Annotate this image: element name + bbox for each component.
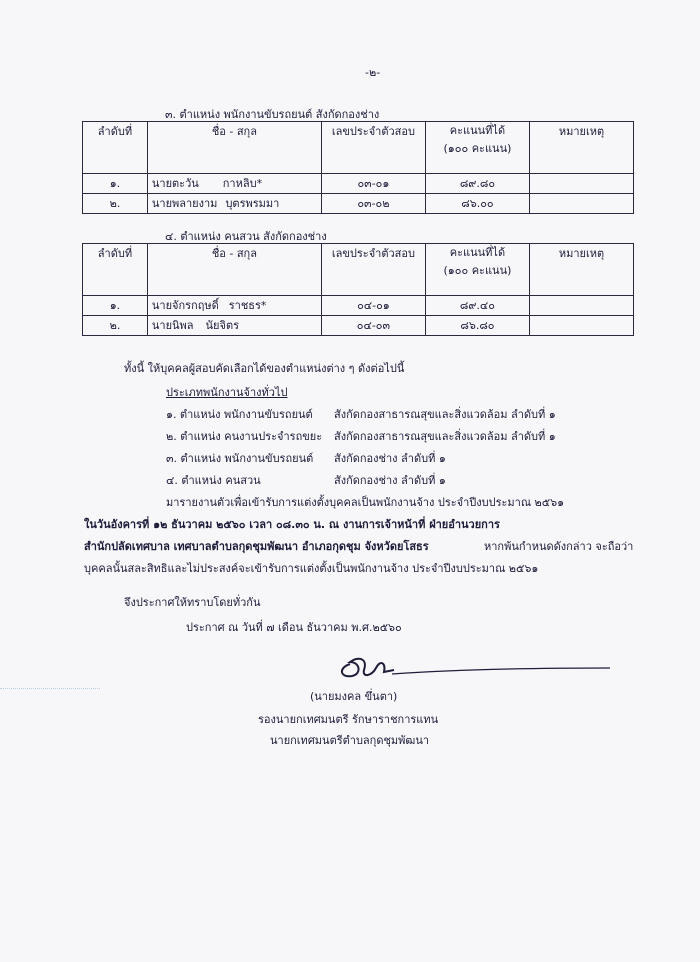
header-remark: หมายเหตุ: [529, 244, 633, 296]
row-exam-id: ๐๔-๐๓: [321, 316, 425, 336]
position-item-4: ๔. ตำแหน่ง คนสวน: [166, 474, 261, 487]
row-remark: [529, 174, 633, 194]
table-row: [83, 296, 634, 316]
section4-table: [82, 243, 634, 336]
row-first-name: นายพลายงาม: [151, 197, 218, 210]
row-exam-id: ๐๓-๐๑: [321, 174, 425, 194]
row-name: [147, 174, 321, 194]
row-last-name: บุตรพรมมา: [225, 197, 280, 210]
table-row: [83, 194, 634, 214]
report-line-2: ในวันอังคารที่ ๑๒ ธันวาคม ๒๕๖๐ เวลา ๐๘.๓๐ น. ณ งานการเจ้าหน้าที่ ฝ่ายอำนวยการ: [84, 518, 500, 531]
report-line-3-tail: หากพ้นกำหนดดังกล่าว จะถือว่า: [484, 540, 634, 553]
position-dept-1: สังกัดกองสาธารณสุขและสิ่งแวดล้อม ลำดับที่ ๑: [334, 408, 556, 421]
report-line-1: มารายงานตัวเพื่อเข้ารับการแต่งตั้งบุคคลเป็นพนักงานจ้าง ประจำปีงบประมาณ ๒๕๖๑: [166, 496, 565, 509]
row-remark: [529, 316, 633, 336]
header-score-max: (๑๐๐ คะแนน): [443, 142, 512, 155]
signer-title-1: รองนายกเทศมนตรี รักษาราชการแทน: [258, 713, 439, 726]
header-score: [425, 122, 529, 174]
header-score-label: คะแนนที่ได้: [449, 124, 506, 137]
row-first-name: นายตะวัน: [151, 177, 199, 190]
row-score: ๘๙.๔๐: [425, 296, 529, 316]
table-row: [83, 316, 634, 336]
row-last-name: กาหลิบ*: [222, 177, 263, 190]
row-name: [147, 194, 321, 214]
table-header-row: [83, 244, 634, 296]
employee-category: ประเภทพนักงานจ้างทั่วไป: [166, 386, 288, 399]
row-exam-id: ๐๔-๐๑: [321, 296, 425, 316]
header-name: ชื่อ - สกุล: [147, 244, 321, 296]
intro-text: ทั้งนี้ ให้บุคคลผู้สอบคัดเลือกได้ของตำแหน่งต่าง ๆ ดังต่อไปนี้: [124, 362, 405, 375]
section3-heading: ๓. ตำแหน่ง พนักงานขับรถยนต์ สังกัดกองช่าง: [165, 108, 380, 121]
row-order: ๑.: [83, 296, 148, 316]
page-number: -๒-: [365, 66, 381, 79]
row-name: [147, 296, 321, 316]
row-first-name: นายนิพล: [151, 319, 194, 332]
row-score: ๘๖.๘๐: [425, 316, 529, 336]
row-order: ๑.: [83, 174, 148, 194]
section3-table: [82, 121, 634, 214]
header-exam-id: เลขประจำตัวสอบ: [321, 122, 425, 174]
header-name: ชื่อ - สกุล: [147, 122, 321, 174]
section4-heading: ๔. ตำแหน่ง คนสวน สังกัดกองช่าง: [165, 230, 327, 243]
header-order: ลำดับที่: [83, 244, 148, 296]
header-remark: หมายเหตุ: [529, 122, 633, 174]
row-remark: [529, 194, 633, 214]
announce-text: จึงประกาศให้ทราบโดยทั่วกัน: [124, 596, 261, 609]
position-dept-2: สังกัดกองสาธารณสุขและสิ่งแวดล้อม ลำดับที่ ๑: [334, 430, 556, 443]
row-last-name: นัยจิตร: [205, 319, 239, 332]
position-dept-3: สังกัดกองช่าง ลำดับที่ ๑: [334, 452, 446, 465]
announce-date: ประกาศ ณ วันที่ ๗ เดือน ธันวาคม พ.ศ.๒๕๖๐: [186, 621, 402, 634]
row-score: ๘๙.๘๐: [425, 174, 529, 194]
signer-name: (นายมงคล ขึ่นตา): [310, 690, 398, 703]
margin-dotted-mark: [0, 688, 100, 695]
row-exam-id: ๐๓-๐๒: [321, 194, 425, 214]
header-score-max: (๑๐๐ คะแนน): [443, 264, 512, 277]
row-name: [147, 316, 321, 336]
report-line-4: บุคคลนั้นสละสิทธิและไม่ประสงค์จะเข้ารับการแต่งตั้งเป็นพนักงานจ้าง ประจำปีงบประมาณ ๒๕๖๑: [84, 562, 539, 575]
row-order: ๒.: [83, 194, 148, 214]
row-first-name: นายจักรกฤษดิ์: [151, 299, 219, 312]
table-header-row: [83, 122, 634, 174]
row-order: ๒.: [83, 316, 148, 336]
row-score: ๘๖.๐๐: [425, 194, 529, 214]
header-order: ลำดับที่: [83, 122, 148, 174]
position-item-2: ๒. ตำแหน่ง คนงานประจำรถขยะ: [166, 430, 323, 443]
signature-mark: [328, 650, 618, 690]
position-item-1: ๑. ตำแหน่ง พนักงานขับรถยนต์: [166, 408, 313, 421]
position-item-3: ๓. ตำแหน่ง พนักงานขับรถยนต์: [166, 452, 314, 465]
report-line-3: สำนักปลัดเทศบาล เทศบาลตำบลกุดชุมพัฒนา อำเภอกุดชุม จังหวัดยโสธร: [84, 540, 429, 553]
table-row: [83, 174, 634, 194]
row-last-name: ราชธร*: [228, 299, 267, 312]
signer-title-2: นายกเทศมนตรีตำบลกุดชุมพัฒนา: [270, 734, 430, 747]
header-score-label: คะแนนที่ได้: [449, 246, 506, 259]
position-dept-4: สังกัดกองช่าง ลำดับที่ ๑: [334, 474, 446, 487]
row-remark: [529, 296, 633, 316]
header-score: [425, 244, 529, 296]
header-exam-id: เลขประจำตัวสอบ: [321, 244, 425, 296]
